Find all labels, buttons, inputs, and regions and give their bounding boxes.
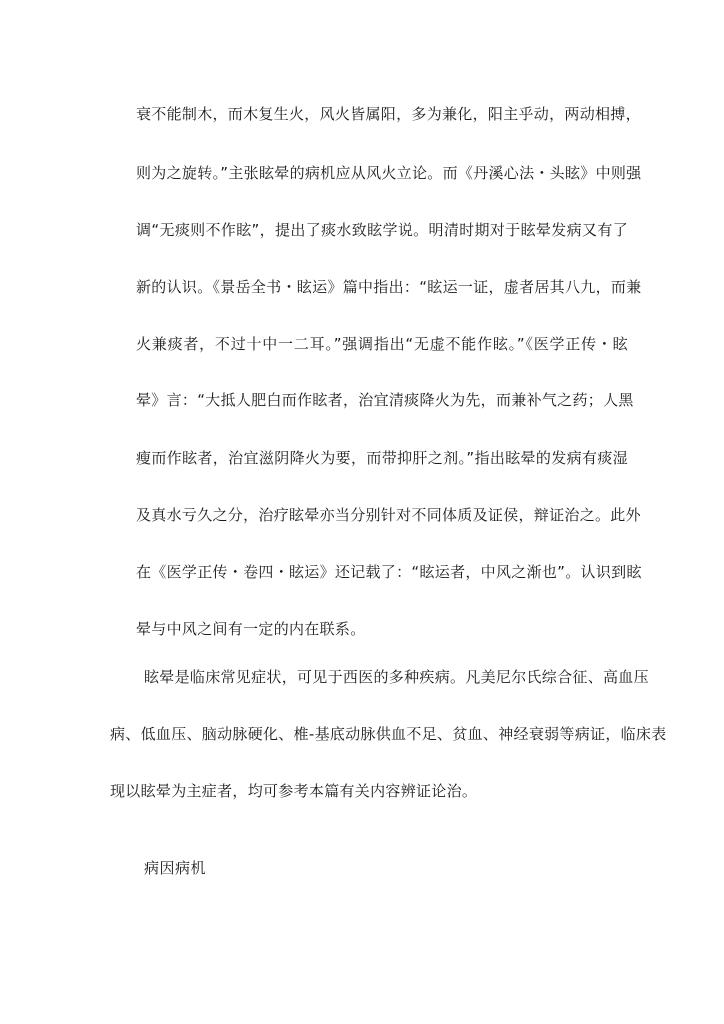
paragraph-2-line-1: 眩晕是临床常见症状，可见于西医的多种疾病。凡美尼尔氏综合征、高血压 (144, 668, 649, 686)
paragraph-1-line-2: 则为之旋转。”主张眩晕的病机应从风火立论。而《丹溪心法・头眩》中则强 (136, 164, 642, 182)
paragraph-1-line-10: 晕与中风之间有一定的内在联系。 (136, 620, 366, 638)
section-heading: 病因病机 (144, 859, 207, 877)
paragraph-2-line-2: 病、低血压、脑动脉硬化、椎-基底动脉供血不足、贫血、神经衰弱等病证，临床表 (110, 725, 667, 743)
paragraph-1-line-3: 调“无痰则不作眩”，提出了痰水致眩学说。明清时期对于眩晕发病又有了 (136, 221, 628, 239)
paragraph-1-line-4: 新的认识。《景岳全书・眩运》篇中指出：“眩运一证，虚者居其八九，而兼 (136, 278, 642, 296)
paragraph-1-line-8: 及真水亏久之分，治疗眩晕亦当分别针对不同体质及证侯，辩证治之。此外 (136, 506, 641, 524)
paragraph-1-line-1: 衰不能制木，而木复生火，风火皆属阳，多为兼化，阳主乎动，两动相搏， (136, 105, 641, 123)
paragraph-2-line-3: 现以眩晕为主症者，均可参考本篇有关内容辨证论治。 (110, 782, 478, 800)
paragraph-1-line-5: 火兼痰者，不过十中一二耳。”强调指出“无虚不能作眩。”《医学正传・眩 (136, 335, 628, 353)
paragraph-1-line-9: 在《医学正传・卷四・眩运》还记载了：“眩运者，中风之渐也”。认识到眩 (136, 563, 642, 581)
paragraph-1-line-7: 瘦而作眩者，治宜滋阴降火为要，而带抑肝之剂。”指出眩晕的发病有痰湿 (136, 449, 628, 467)
paragraph-1-line-6: 晕》言：“大抵人肥白而作眩者，治宜清痰降火为先，而兼补气之药；人黑 (136, 391, 634, 409)
